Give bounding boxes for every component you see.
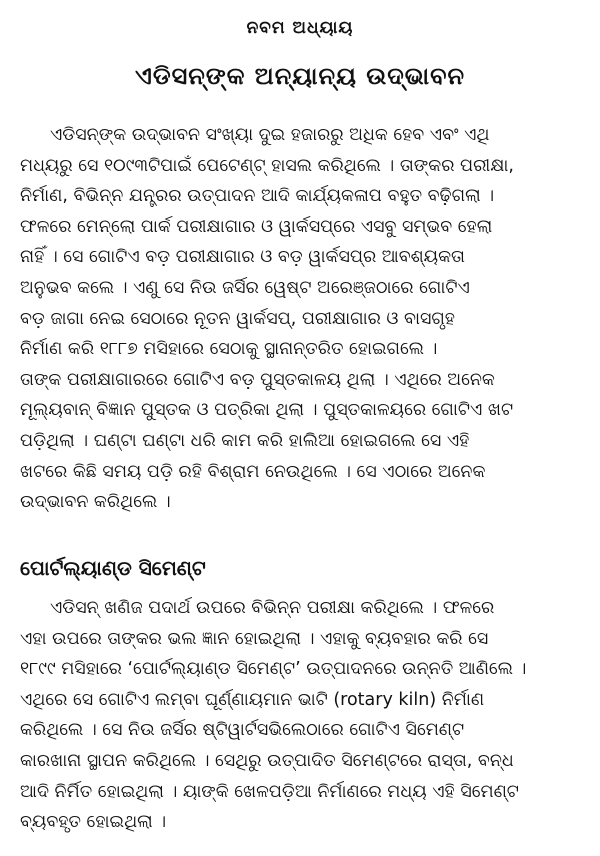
text-line: ଏଥିରେ ସେ ଗୋଟିଏ ଲମ୍ବା ଘୂର୍ଣ୍ଣାୟମାନ ଭାଟି (rotary kiln) ନିର୍ମାଣ — [20, 689, 485, 710]
text-line: ୧୮୯୯ ମସିହାରେ ‘ପୋର୍ଟଲ୍ୟାଣ୍ଡ ସିମେଣ୍ଟ’ ଉତ୍ପାଦନରେ ଉନ୍ନତି ଆଣିଲେ । — [20, 659, 527, 680]
text-line: ବ୍ୟବହୃତ ହୋଇଥିଲା । — [20, 812, 167, 833]
text-line: ଫଳରେ ମେନ୍‌ଲୋ ପାର୍କ ପରୀକ୍ଷାଗାର ଓ ୱାର୍କସପ୍‌ରେ ଏସବୁ ସମ୍ଭବ ହେଲା — [20, 216, 493, 237]
text-line: ନିର୍ମାଣ, ବିଭିନ୍ନ ଯନ୍ତ୍ରର ଉତ୍ପାଦନ ଆଦି କାର୍ଯ୍ୟକଳାପ ବହୁତ ବଢ଼ିଗଲା । — [20, 186, 495, 207]
text-line: ପଡ଼ିଥିଲା । ଘଣ୍ଟା ଘଣ୍ଟା ଧରି କାମ କରି ହାଲିଆ ହୋଇଗଲେ ସେ ଏହି — [20, 430, 470, 451]
text-line: ଆଦି ନିର୍ମିତ ହୋଇଥିଲା । ୟାଙ୍କି ଖେଳପଡ଼ିଆ ନିର୍ମାଣରେ ମଧ୍ୟ ଏହି ସିମେଣ୍ଟ — [20, 781, 519, 802]
text-line: ବଡ଼ ଜାଗା ନେଇ ସେଠାରେ ନୂତନ ୱାର୍କସପ୍, ପରୀକ୍ଷାଗାର ଓ ବାସଗୃହ — [20, 308, 455, 329]
paragraph-portland-cement — [20, 593, 588, 838]
text-line: ମୂଲ୍ୟବାନ୍ ବିଜ୍ଞାନ ପୁସ୍ତକ ଓ ପତ୍ରିକା ଥିଲା । ପୁସ୍ତକାଳୟରେ ଗୋଟିଏ ଖଟ — [20, 400, 514, 421]
text-line: ଖଟରେ କିଛି ସମୟ ପଡ଼ି ରହି ବିଶ୍ରାମ ନେଉଥିଲେ । ସେ ଏଠାରେ ଅନେକ — [20, 461, 486, 482]
text-line: ମଧ୍ୟରୁ ସେ ୧୦୯୩ଟିପାଇଁ ପେଟେଣ୍ଟ୍ ହାସଲ କରିଥିଲେ । ତାଙ୍କର ପରୀକ୍ଷା, — [20, 155, 514, 176]
paragraph-edison-inventions — [20, 120, 588, 518]
text-line: ତାଙ୍କ ପରୀକ୍ଷାଗାରରେ ଗୋଟିଏ ବଡ଼ ପୁସ୍ତକାଳୟ ଥିଲା । ଏଥିରେ ଅନେକ — [20, 369, 495, 390]
chapter-title: ଏଡିସନ୍‌ଙ୍କ ଅନ୍ୟାନ୍ୟ ଉଦ୍ଭାବନ — [134, 62, 465, 90]
text-line: କାରଖାନା ସ୍ଥାପନ କରିଥିଲେ । ସେଥିରୁ ଉତ୍ପାଦିତ ସିମେଣ୍ଟରେ ରାସ୍ତା, ବନ୍ଧ — [20, 750, 514, 771]
text-line: ନିର୍ମାଣ କରି ୧୮୮୭ ମସିହାରେ ସେଠାକୁ ସ୍ଥାନାନ୍ତରିତ ହୋଇଗଲେ । — [20, 339, 438, 360]
text-line: ଅନୁଭବ କଲେ । ଏଣୁ ସେ ନିଉ ଜର୍ସିର ୱେଷ୍ଟ ଅରେଞ୍ଜଠାରେ ଗୋଟିଏ — [20, 277, 470, 298]
text-line: ଏହା ଉପରେ ତାଙ୍କର ଭଲ ଜ୍ଞାନ ହୋଇଥିଲା । ଏହାକୁ ବ୍ୟବହାର କରି ସେ — [20, 628, 489, 649]
section-heading: ପୋର୍ଟଲ୍ୟାଣ୍ଡ ସିମେଣ୍ଟ — [20, 556, 206, 580]
text-line: କରିଥିଲେ । ସେ ନିଉ ଜର୍ସିର ଷ୍ଟିୱାର୍ଟସଭିଲେଠାରେ ଗୋଟିଏ ସିମେଣ୍ଟ — [20, 720, 465, 741]
text-line: ଏଡିସନ୍ ଖଣିଜ ପଦାର୍ଥ ଉପରେ ବିଭିନ୍ନ ପରୀକ୍ଷା କରିଥିଲେ । ଫଳରେ — [50, 598, 495, 618]
chapter-label: ନବମ ଅଧ୍ୟାୟ — [246, 18, 354, 38]
text-line: ଉଦ୍ଭାବନ କରିଥିଲେ । — [20, 492, 171, 513]
text-line: ନାହିଁ । ସେ ଗୋଟିଏ ବଡ଼ ପରୀକ୍ଷାଗାର ଓ ବଡ଼ ୱାର୍କସପ୍‌ର ଆବଶ୍ୟକତା — [20, 247, 465, 268]
text-line: ଏଡିସନ୍‌ଙ୍କ ଉଦ୍ଭାବନ ସଂଖ୍ୟା ଦୁଇ ହଜାରରୁ ଅଧିକ ହେବ ଏବଂ ଏଥି — [50, 125, 490, 145]
